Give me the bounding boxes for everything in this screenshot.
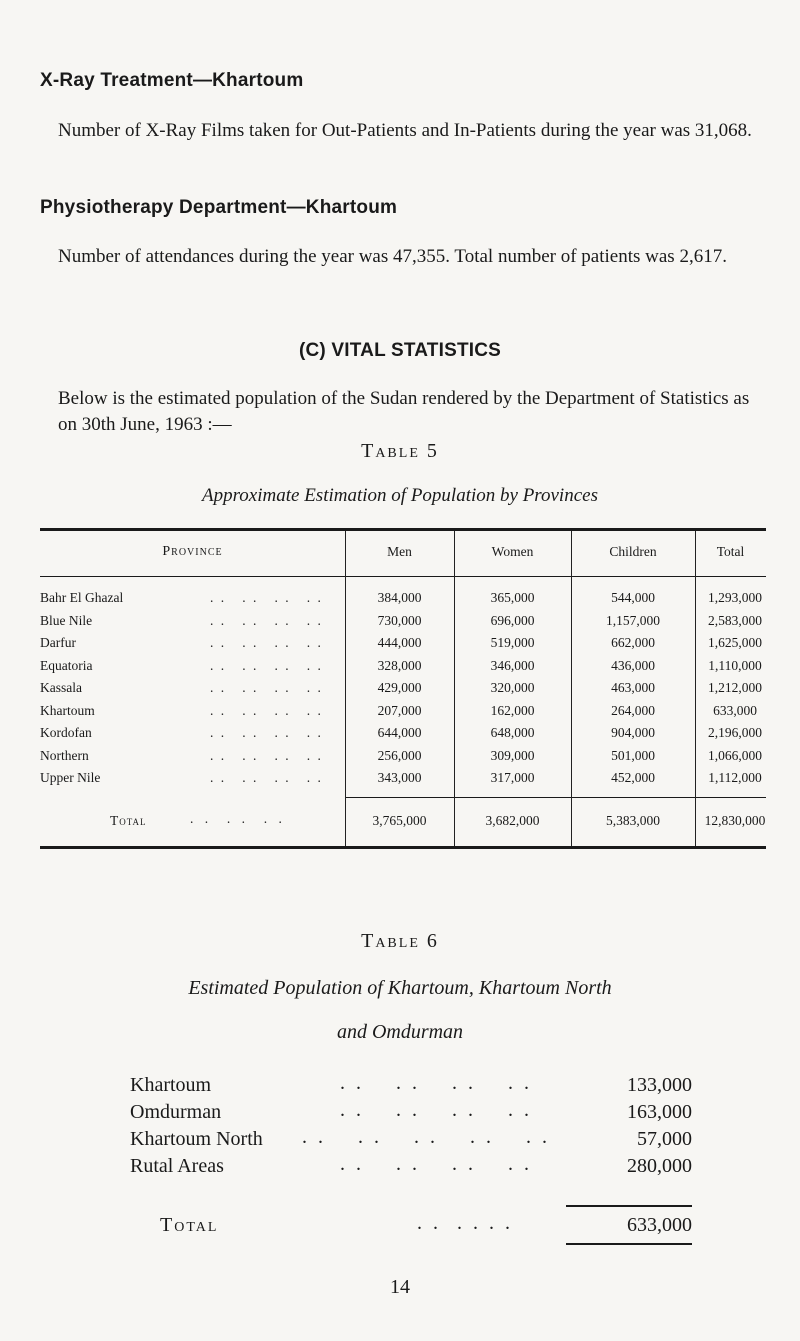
header-women: Women <box>491 544 534 559</box>
table-row-province: Darfur <box>40 635 76 650</box>
table-cell: 264,000 <box>611 702 655 718</box>
table-cell: 162,000 <box>490 702 535 718</box>
table-row-leader: . . . . . . . . <box>210 657 323 673</box>
list-item-label: Rutal Areas <box>130 1155 224 1177</box>
table-row-leader: . . . . . . . . <box>210 770 323 785</box>
table-cell: 633,000 <box>713 702 757 718</box>
table-cell: 501,000 <box>611 747 655 763</box>
table-row-leader: . . . . . . . . <box>210 635 323 650</box>
table-cell: 648,000 <box>490 725 535 740</box>
table6-total-leader: . . . . . . <box>417 1212 513 1234</box>
table-row-province: Kassala <box>40 680 82 695</box>
total-children: 5,383,000 <box>606 813 660 828</box>
table6-caption-line1: Estimated Population of Khartoum, Khartoum North <box>188 977 612 999</box>
table-cell: 662,000 <box>611 635 655 650</box>
table-cell: 1,212,000 <box>708 680 762 695</box>
table-row-province: Upper Nile <box>40 770 101 785</box>
total-men: 3,765,000 <box>372 813 427 828</box>
table-cell: 1,293,000 <box>708 590 762 605</box>
table-cell: 1,625,000 <box>708 635 762 650</box>
list-item-leader: . . . . . . . . . . <box>302 1126 550 1148</box>
table-cell: 328,000 <box>377 657 422 673</box>
physio-heading: Physiotherapy Department—Khartoum <box>40 197 398 218</box>
table-row-province: Northern <box>40 747 89 763</box>
list-item-label: Omdurman <box>130 1101 222 1123</box>
table5-caption: Approximate Estimation of Population by Provinces <box>202 485 598 506</box>
table-row-province: Khartoum <box>40 702 95 718</box>
table-cell: 309,000 <box>490 747 535 763</box>
xray-text <box>58 118 768 144</box>
table-cell: 463,000 <box>611 680 655 695</box>
table-row-province: Blue Nile <box>40 612 93 628</box>
physio-text: Number of attendances during the year was 47,355. Total number of patients was 2,617. <box>58 246 727 267</box>
table-row-leader: . . . . . . . . <box>210 590 323 605</box>
list-item-value: 280,000 <box>627 1155 692 1177</box>
table6-caption-line2: and Omdurman <box>336 1021 464 1043</box>
list-item-value: 163,000 <box>627 1101 692 1123</box>
total-women: 3,682,000 <box>485 813 540 828</box>
table5-label: Table 5 <box>361 440 439 462</box>
table-row-leader: . . . . . . . . <box>210 702 323 718</box>
vital-intro: Below is the estimated population of the Sudan rendered by the Department of Statistics as on 30th June, 1963 :— <box>58 388 750 435</box>
table-cell: 544,000 <box>611 590 655 605</box>
header-total: Total <box>716 544 745 559</box>
table-cell: 1,066,000 <box>708 747 762 763</box>
total-total: 12,830,000 <box>704 813 766 828</box>
table-cell: 365,000 <box>490 590 535 605</box>
table-cell: 696,000 <box>490 612 535 628</box>
list-item-leader: . . . . . . . . <box>340 1099 532 1121</box>
list-item-value: 133,000 <box>627 1074 692 1096</box>
table-cell: 320,000 <box>490 680 535 695</box>
table-cell: 343,000 <box>377 770 422 785</box>
table-row-leader: . . . . . . . . <box>210 680 323 695</box>
vital-heading: (C) VITAL STATISTICS <box>298 340 502 361</box>
table-row-province: Equatoria <box>40 657 93 673</box>
table-cell: 384,000 <box>377 590 422 605</box>
table5 <box>40 528 766 850</box>
table-cell: 904,000 <box>611 725 655 740</box>
header-men: Men <box>387 544 412 559</box>
table-row-province: Bahr El Ghazal <box>40 590 124 605</box>
table-row-leader: . . . . . . . . <box>210 725 323 740</box>
table6-label: Table 6 <box>361 930 439 952</box>
xray-heading: X-Ray Treatment—Khartoum <box>40 70 304 91</box>
table-cell: 2,583,000 <box>708 612 762 628</box>
table-row-leader: . . . . . . . . <box>210 612 323 628</box>
list-item-value: 57,000 <box>637 1128 692 1150</box>
list-item-label: Khartoum North <box>130 1128 263 1150</box>
total-label: Total <box>110 813 147 828</box>
header-province: Province <box>162 544 223 559</box>
xray-text-body: Number of X-Ray Films taken for Out-Patients and In-Patients during the year was 31,068. <box>58 120 752 141</box>
list-item-leader: . . . . . . . . <box>340 1072 532 1094</box>
header-children: Children <box>609 544 657 559</box>
table-cell: 730,000 <box>377 612 422 628</box>
table-cell: 346,000 <box>490 657 535 673</box>
table-cell: 207,000 <box>377 702 422 718</box>
table-cell: 317,000 <box>490 770 535 785</box>
table-cell: 519,000 <box>490 635 535 650</box>
table-cell: 452,000 <box>611 770 655 785</box>
table-cell: 429,000 <box>377 680 422 695</box>
table-cell: 436,000 <box>611 657 655 673</box>
table-cell: 444,000 <box>377 635 422 650</box>
table-cell: 1,110,000 <box>708 657 762 673</box>
table6-total-value: 633,000 <box>627 1214 692 1236</box>
table-row-province: Kordofan <box>40 725 92 740</box>
table-row-leader: . . . . . . . . <box>210 747 323 763</box>
total-leader: . . . . . . <box>190 811 286 826</box>
table-cell: 644,000 <box>377 725 422 740</box>
table6-total-label: Total <box>160 1214 219 1236</box>
table-cell: 1,112,000 <box>708 770 762 785</box>
table-cell: 1,157,000 <box>606 612 660 628</box>
table-cell: 2,196,000 <box>708 725 762 740</box>
table-cell: 256,000 <box>377 747 422 763</box>
list-item-label: Khartoum <box>130 1074 212 1096</box>
list-item-leader: . . . . . . . . <box>340 1153 532 1175</box>
page-number: 14 <box>390 1276 410 1298</box>
